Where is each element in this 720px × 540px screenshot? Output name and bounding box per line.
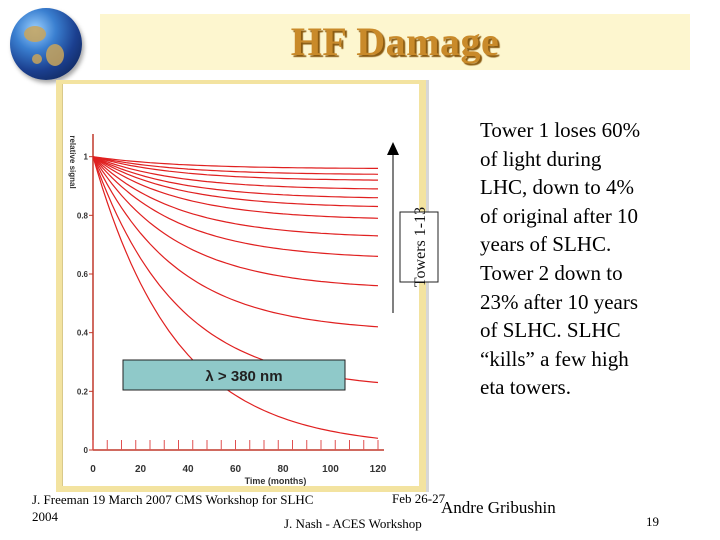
- x-tick-label: 120: [369, 464, 387, 475]
- footer-left: [32, 491, 313, 525]
- footer-date: Feb 26-27: [392, 491, 446, 506]
- x-tick-label: 20: [134, 464, 147, 475]
- x-tick-label: 60: [229, 464, 242, 475]
- legend-text: λ > 380 nm: [205, 368, 283, 385]
- bullet-text: Tower 1 loses 60% of light during LHC, down to 4% of original after 10 years of SLHC. Tower 2 down to 23% after 10 years of SLHC. SLHC “kills” a few high eta towers.: [480, 118, 641, 400]
- footer-author: Andre Gribushin: [441, 498, 556, 517]
- x-tick-label: 80: [277, 464, 289, 475]
- y-tick-label: 1: [83, 152, 88, 162]
- y-tick-label: 0.8: [76, 211, 88, 221]
- y-axis-label: relative signal: [68, 135, 77, 189]
- x-axis-label: Time (months): [244, 476, 307, 486]
- footer-left-line2: 2004: [32, 509, 58, 524]
- y-tick-label: 0.2: [76, 387, 88, 397]
- page-number: 19: [646, 514, 659, 529]
- series-line: [93, 157, 378, 383]
- annotation-arrow-head: [387, 142, 399, 155]
- x-tick-label: 0: [90, 464, 96, 475]
- y-tick-label: 0.4: [76, 328, 88, 338]
- y-tick-label: 0.6: [76, 270, 88, 279]
- annotation-text: Towers 1-13: [412, 206, 429, 288]
- x-tick-label: 100: [322, 464, 339, 475]
- y-tick-label: 0: [83, 446, 88, 455]
- footer-sub: J. Nash - ACES Workshop: [284, 516, 422, 531]
- footer-left-line1: J. Freeman 19 March 2007 CMS Workshop for SLHC: [32, 492, 314, 507]
- x-tick-label: 40: [182, 464, 194, 475]
- series-line: [93, 157, 378, 175]
- slide-title: HF Damage: [290, 19, 500, 64]
